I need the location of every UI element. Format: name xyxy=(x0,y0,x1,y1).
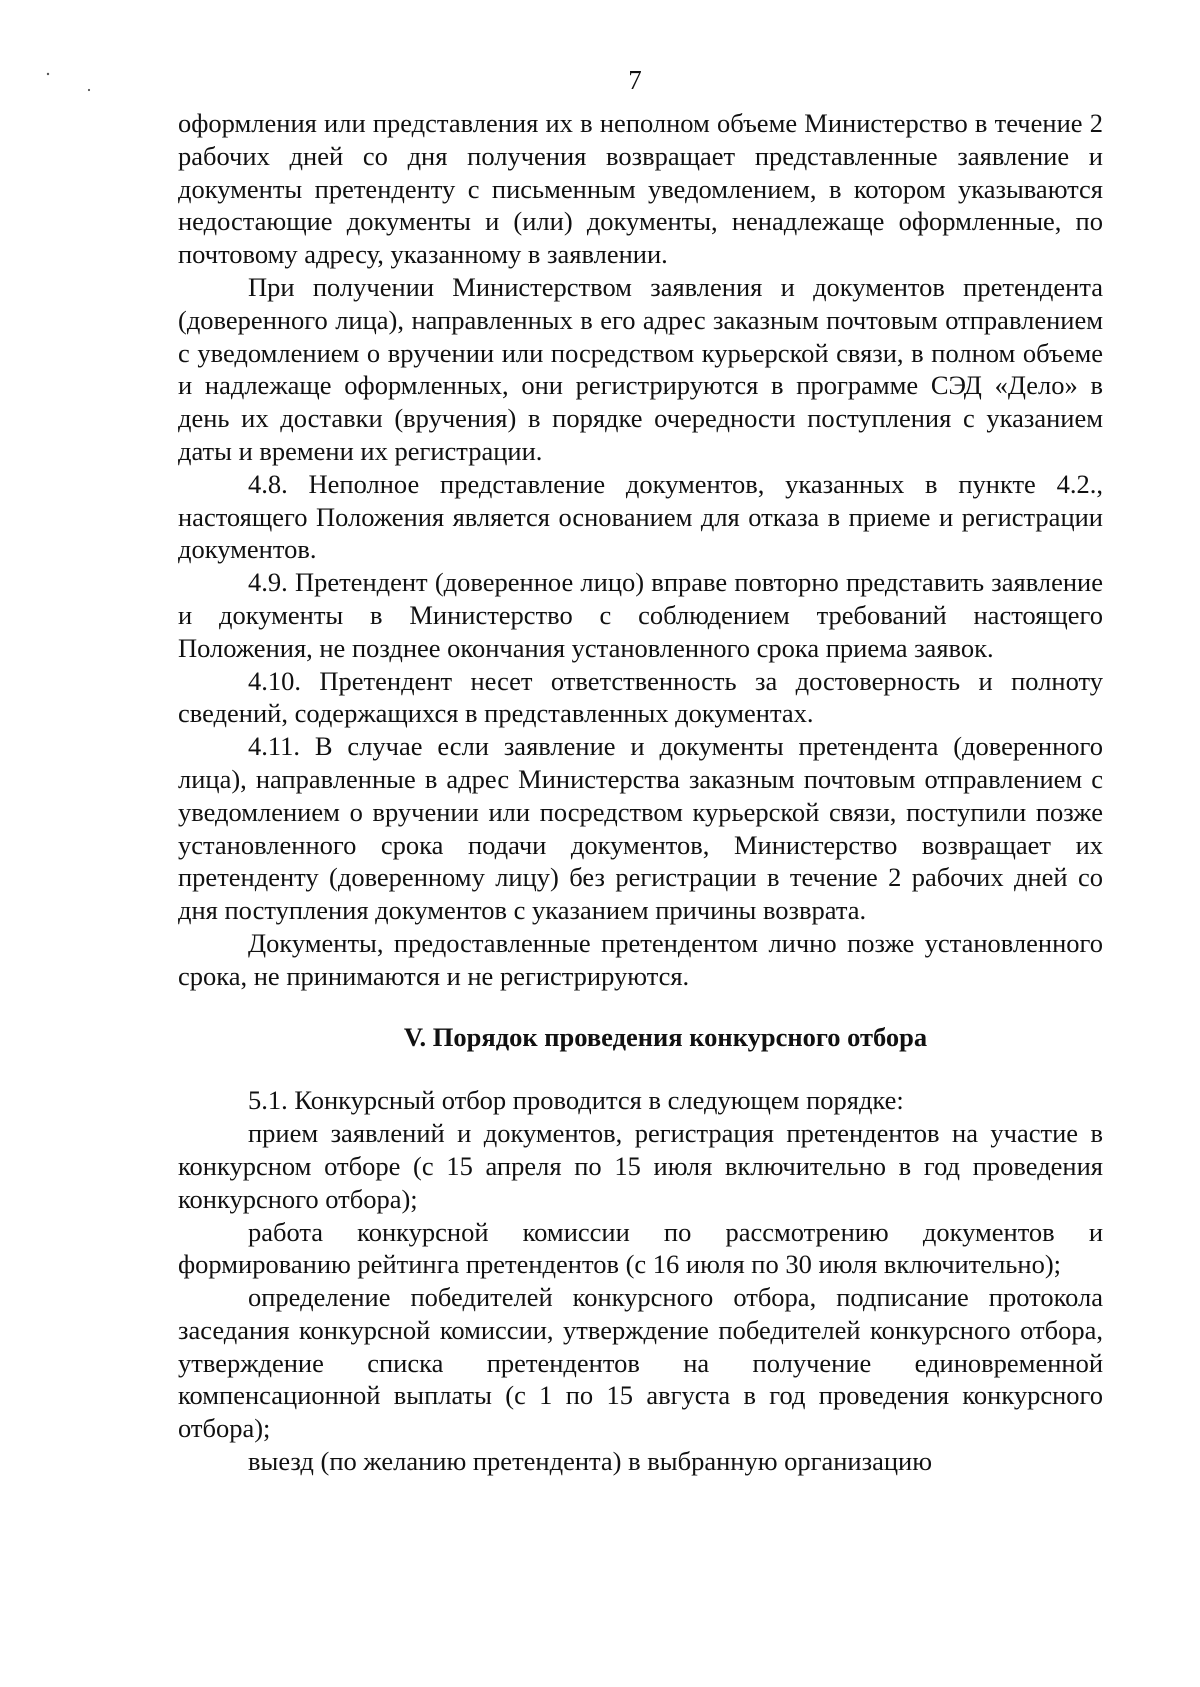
body-paragraphs-top xyxy=(178,107,1103,993)
paragraph: выезд (по желанию претендента) в выбранную организацию xyxy=(248,1446,933,1477)
paragraph: 4.10. Претендент несет ответственность за достоверность и полноту сведений, содержащихся в представленных документах. xyxy=(178,665,1103,729)
paragraph: работа конкурсной комиссии по рассмотрению документов и формированию рейтинга претендентов (с 16 июля по 30 июля включительно); xyxy=(178,1216,1103,1280)
paragraph: 4.9. Претендент (доверенное лицо) вправе повторно представить заявление и документы в Министерство с соблюдением требований настоящего Положения, не позднее окончания установленного срока приема заявок. xyxy=(178,567,1103,663)
document-body xyxy=(178,107,1103,1478)
paragraph: 4.11. В случае если заявление и документы претендента (доверенного лица), направленные в адрес Министерства заказным почтовым отправлением с уведомлением о вручении или посредством курьерской связи, поступили позже установленного срока подачи документов, Министерство возвращает их претенденту (доверенному лицу) без регистрации в течение 2 рабочих дней со дня поступления документов с указанием причины возврата. xyxy=(178,731,1103,926)
paragraph: Документы, предоставленные претендентом лично позже установленного срока, не принимаются и не регистрируются. xyxy=(178,927,1103,991)
paragraph: оформления или представления их в неполном объеме Министерство в течение 2 рабочих дней со дня получения возвращает представленные заявление и документы претенденту с письменным уведомлением, в котором указываются недостающие документы и (или) документы, ненадлежаще оформленные, по почтовому адресу, указанному в заявлении. xyxy=(178,108,1103,270)
body-paragraphs-bottom xyxy=(178,1084,1103,1478)
paragraph: прием заявлений и документов, регистрация претендентов на участие в конкурсном отборе (с 15 апреля по 15 июля включительно в год проведения конкурсного отбора); xyxy=(178,1118,1103,1214)
paragraph: При получении Министерством заявления и документов претендента (доверенного лица), направленных в его адрес заказным почтовым отправлением с уведомлением о вручении или посредством курьерской связи, в полном объеме и надлежаще оформленных, они регистрируются в программе СЭД «Дело» в день их доставки (вручения) в порядке очередности поступления с указанием даты и времени их регистрации. xyxy=(178,271,1103,466)
paragraph: 5.1. Конкурсный отбор проводится в следующем порядке: xyxy=(248,1085,904,1116)
page-number: 7 xyxy=(628,65,642,95)
paragraph: 4.8. Неполное представление документов, указанных в пункте 4.2., настоящего Положения является основанием для отказа в приеме и регистрации документов. xyxy=(178,468,1103,565)
paragraph: определение победителей конкурсного отбора, подписание протокола заседания конкурсной комиссии, утверждение победителей конкурсного отбора, утверждение списка претендентов на получение единовременной компенсационной выплаты (с 1 по 15 августа в год проведения конкурсного отбора); xyxy=(178,1282,1103,1444)
section-title: V. Порядок проведения конкурсного отбора xyxy=(403,1021,928,1052)
